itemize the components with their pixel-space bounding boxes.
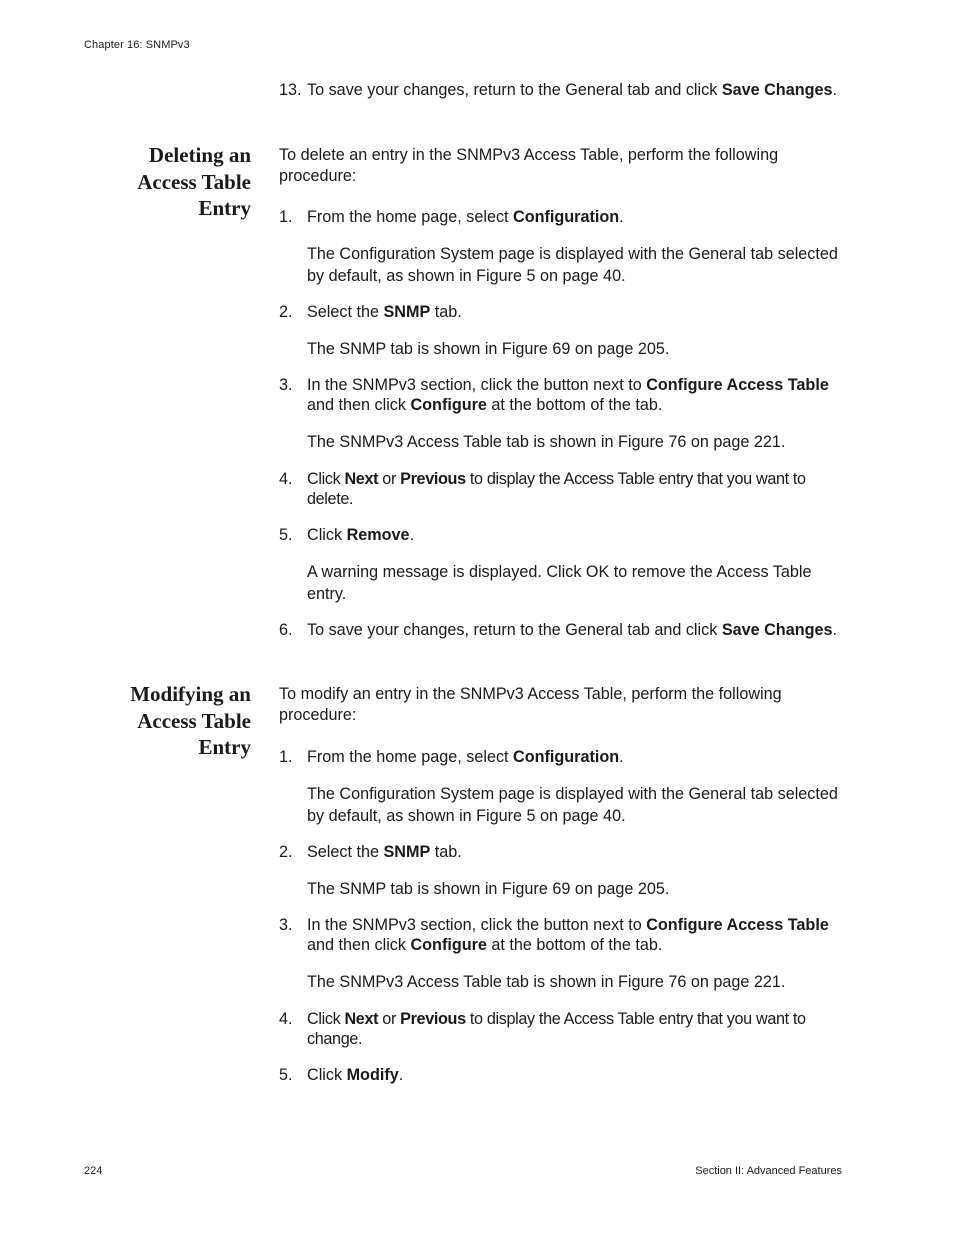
section-heading-modify: Modifying an Access Table Entry (130, 682, 251, 759)
delete-note-2: The SNMP tab is shown in Figure 69 on page 205. (307, 340, 670, 358)
running-header: Chapter 16: SNMPv3 (84, 39, 190, 51)
section-heading-delete: Deleting an Access Table Entry (137, 143, 251, 220)
page-number: 224 (84, 1165, 103, 1177)
document-page: Chapter 16: SNMPv3 13. To save your changes, return to the General tab and click Save Changes. Deleting an Access Table Entry To delete an entry in the SNMPv3 Access Table, perform the following procedure: 1. From the home page, select Configuration. The Configuration System page is displayed with the General tab selected by default, as shown in Figure 5 on page 40. 2. Select the SNMP tab. The SNMP tab is shown in Figure 69 on page 205. 3. In the SNMPv3 section, click the button next to Configure Access Table and then click Configure at the bottom of the tab. The SNMPv3 Access Table tab is shown in Figure 76 on page 221. 4. Click Next or Previous to display the Access Table entry that you want to delete. 5. Click Remove. A warning message is displayed. Click OK to remove the Access Table entry. 6. To save your changes, return to the General tab and click Save Changes. Modifying an Access Table Entry To modify an entry in the SNMPv3 Access Table, perform the following procedure: 1. From the home page, select Configuration. The Configuration System page is displayed with the General tab selected by default, as shown in Figure 5 on page 40. 2. Select the SNMP tab. The SNMP tab is shown in Figure 69 on page 205. 3. In the SNMPv3 section, click the button next to Configure Access Table and then click Configure at the bottom of the tab. The SNMPv3 Access Table tab is shown in Figure 76 on page 221. 4. Click Next or Previous to display the Access Table entry that you want to change. 5. Click Modify. 224 Section II: Advanced Features (84, 39, 842, 1177)
delete-note-1: The Configuration System page is displayed with the General tab selected by default, as shown in Figure 5 on page 40. (307, 245, 838, 285)
step-number: 13. (279, 81, 302, 99)
modify-note-1: The Configuration System page is displayed with the General tab selected by default, as shown in Figure 5 on page 40. (307, 785, 838, 825)
delete-note-5: A warning message is displayed. Click OK to remove the Access Table entry. (307, 563, 812, 603)
modify-intro: To modify an entry in the SNMPv3 Access Table, perform the following procedure: (279, 685, 782, 724)
step-text: To save your changes, return to the General tab and click Save Changes. (307, 81, 837, 99)
running-footer: Section II: Advanced Features (695, 1165, 842, 1177)
delete-intro: To delete an entry in the SNMPv3 Access Table, perform the following procedure: (279, 146, 779, 185)
modify-note-2: The SNMP tab is shown in Figure 69 on page 205. (307, 880, 670, 898)
modify-note-3: The SNMPv3 Access Table tab is shown in Figure 76 on page 221. (307, 973, 786, 991)
delete-note-3: The SNMPv3 Access Table tab is shown in Figure 76 on page 221. (307, 433, 786, 451)
